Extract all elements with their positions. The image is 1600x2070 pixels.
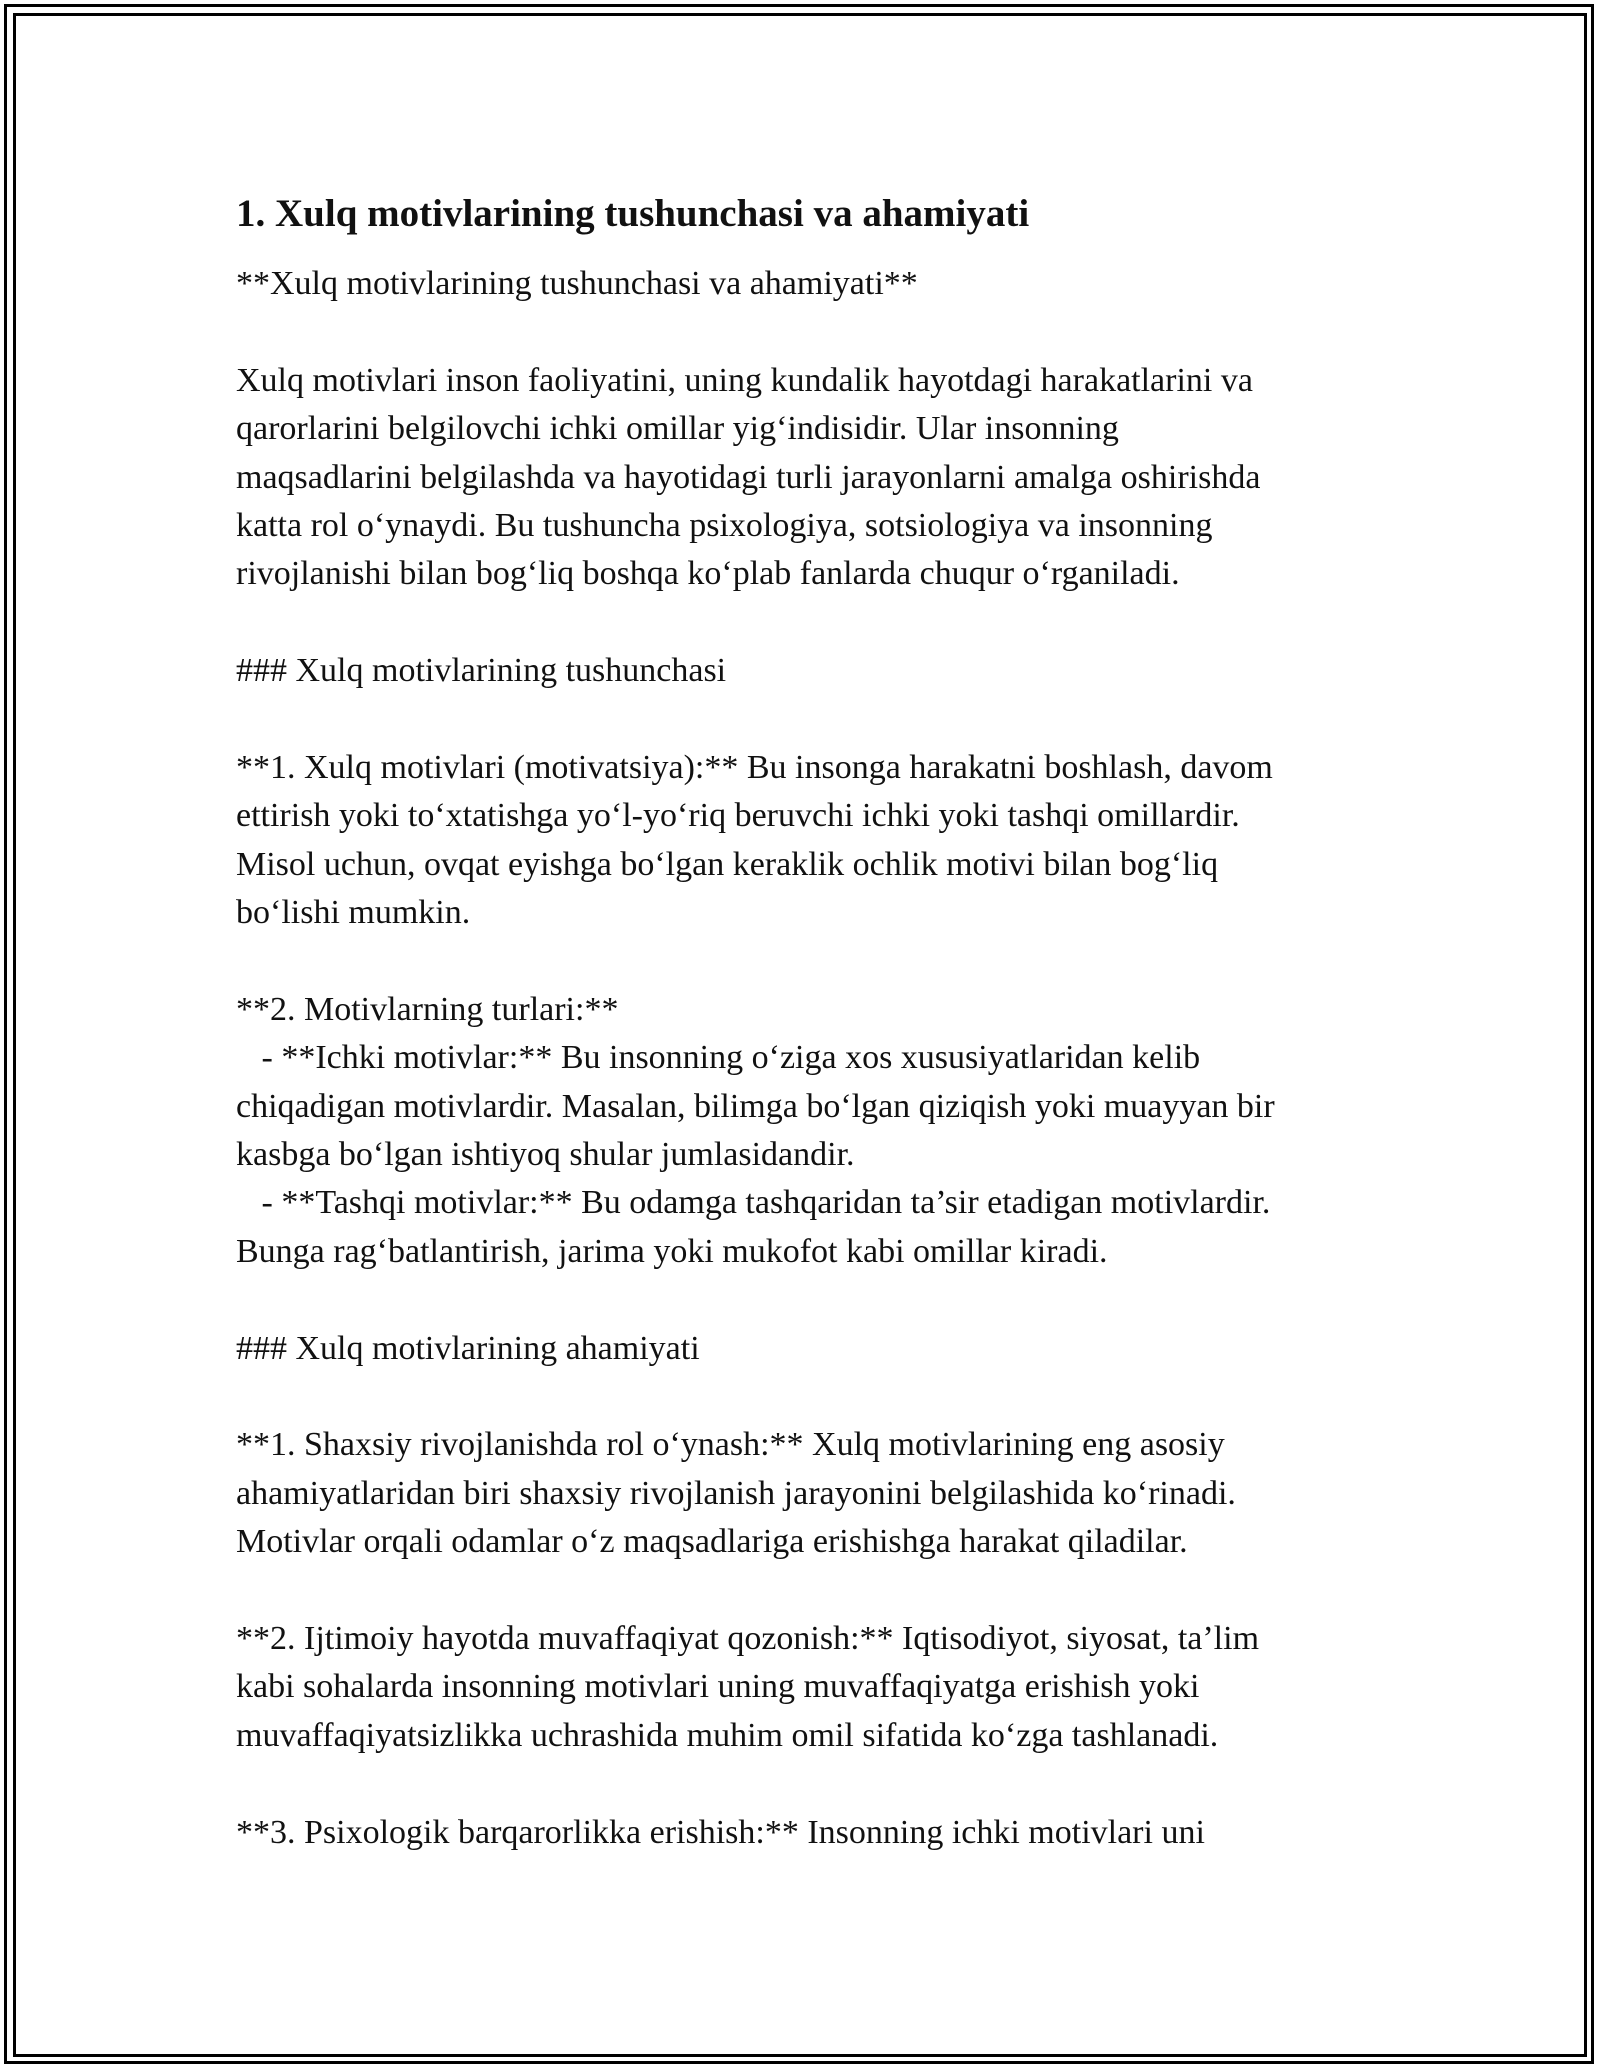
text-line: ettirish yoki to‘xtatishga yo‘l-yo‘riq beruvchi ichki yoki tashqi omillardir. (236, 797, 1240, 835)
text-line: qarorlarini belgilovchi ichki omillar yig‘indisidir. Ular insonning (236, 410, 1119, 448)
text-line: ### Xulq motivlarining tushunchasi (236, 652, 727, 690)
text-line: ### Xulq motivlarining ahamiyati (236, 1329, 700, 1367)
text-line: bo‘lishi mumkin. (236, 894, 471, 932)
blank-line (236, 1373, 1396, 1421)
text-line: muvaffaqiyatsizlikka uchrashida muhim omil sifatida ko‘zga tashlanadi. (236, 1716, 1219, 1754)
text-line: **2. Ijtimoiy hayotda muvaffaqiyat qozonish:** Iqtisodiyot, siyosat, ta’lim (236, 1619, 1260, 1657)
text-line: **1. Xulq motivlari (motivatsiya):** Bu insonga harakatni boshlash, davom (236, 748, 1273, 786)
text-line: Xulq motivlari inson faoliyatini, uning kundalik hayotdagi harakatlarini va (236, 361, 1253, 399)
text-line: chiqadigan motivlardir. Masalan, bilimga bo‘lgan qiziqish yoki muayyan bir (236, 1087, 1275, 1125)
blank-line (236, 308, 1396, 356)
blank-line (236, 1760, 1396, 1808)
text-line: Bunga rag‘batlantirish, jarima yoki mukofot kabi omillar kiradi. (236, 1232, 1108, 1270)
text-line: maqsadlarini belgilashda va hayotidagi turli jarayonlarni amalga oshirishda (236, 458, 1261, 496)
blank-line (236, 599, 1396, 647)
blank-line (236, 1276, 1396, 1324)
text-line: rivojlanishi bilan bog‘liq boshqa ko‘plab fanlarda chuqur o‘rganiladi. (236, 555, 1180, 593)
text-line: - **Ichki motivlar:** Bu insonning o‘ziga xos xususiyatlaridan kelib (236, 1039, 1201, 1077)
text-line: katta rol o‘ynaydi. Bu tushuncha psixologiya, sotsiologiya va insonning (236, 506, 1213, 544)
text-line: - **Tashqi motivlar:** Bu odamga tashqaridan ta’sir etadigan motivlardir. (236, 1184, 1271, 1222)
text-line: **2. Motivlarning turlari:** (236, 990, 619, 1028)
blank-line (236, 696, 1396, 744)
blank-line (236, 937, 1396, 985)
text-line: Misol uchun, ovqat eyishga bo‘lgan keraklik ochlik motivi bilan bog‘liq (236, 845, 1219, 883)
text-line: Motivlar orqali odamlar o‘z maqsadlariga erishishga harakat qiladilar. (236, 1523, 1188, 1561)
text-line: ahamiyatlaridan biri shaxsiy rivojlanish jarayonini belgilashida ko‘rinadi. (236, 1474, 1236, 1512)
text-line: **3. Psixologik barqarorlikka erishish:** Insonning ichki motivlari uni (236, 1813, 1205, 1851)
text-line: **1. Shaxsiy rivojlanishda rol o‘ynash:** Xulq motivlarining eng asosiy (236, 1426, 1225, 1464)
document-text (236, 260, 1396, 1857)
blank-line (236, 1567, 1396, 1615)
document-body (236, 186, 1396, 1857)
text-line: kabi sohalarda insonning motivlari uning muvaffaqiyatga erishish yoki (236, 1668, 1200, 1706)
document-title: 1. Xulq motivlarining tushunchasi va ahamiyati (236, 192, 1030, 235)
text-line: **Xulq motivlarining tushunchasi va ahamiyati** (236, 265, 918, 302)
text-line: kasbga bo‘lgan ishtiyoq shular jumlasidandir. (236, 1136, 855, 1174)
